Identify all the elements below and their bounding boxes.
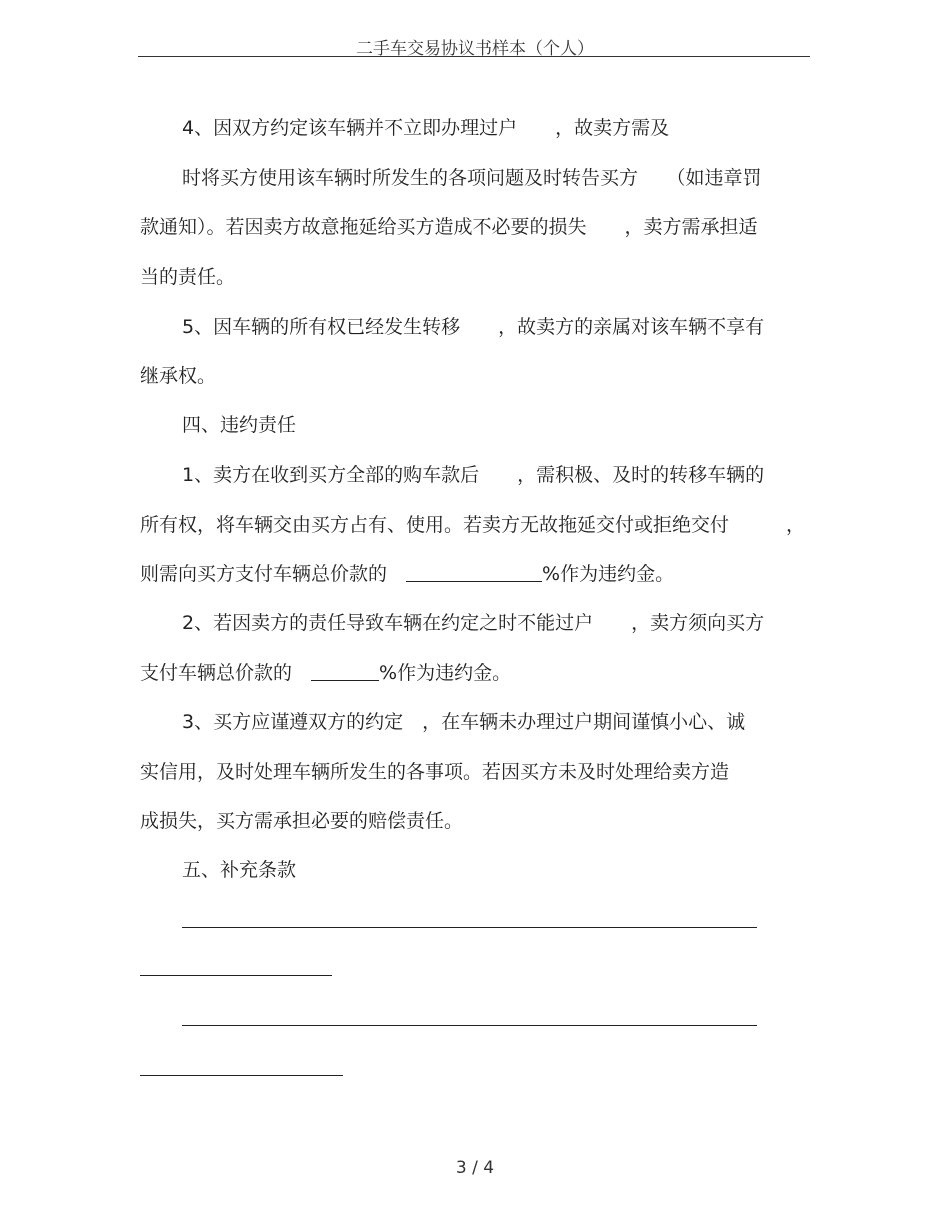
breach-3-line-1: 3、买方应谨遵双方的约定 ，在车辆未办理过户期间谨慎小心、诚 xyxy=(182,711,746,733)
supplementary-blank-line-2a[interactable] xyxy=(182,1025,757,1026)
supplementary-blank-line-1a[interactable] xyxy=(182,927,757,928)
clause-4-line-1: 4、因双方约定该车辆并不立即办理过户 ，故卖方需及 xyxy=(182,117,670,139)
breach-2-line-2 xyxy=(140,661,511,685)
breach-2-text-b: %作为违约金。 xyxy=(379,662,512,684)
clause-5-line-1: 5、因车辆的所有权已经发生转移 ，故卖方的亲属对该车辆不享有 xyxy=(182,316,765,338)
penalty-percent-blank-2[interactable] xyxy=(311,662,379,681)
breach-1-line-2: 所有权，将车辆交由买方占有、使用。若卖方无故拖延交付或拒绝交付 ， xyxy=(140,514,806,536)
breach-1-line-1: 1、卖方在收到买方全部的购车款后 ，需积极、及时的转移车辆的 xyxy=(182,464,765,486)
breach-3-line-2: 实信用，及时处理车辆所发生的各事项。若因买方未及时处理给卖方造 xyxy=(140,761,730,783)
supplementary-blank-line-2b[interactable] xyxy=(140,1075,343,1076)
supplementary-blank-line-1b[interactable] xyxy=(140,975,332,976)
breach-1-line-3 xyxy=(140,562,674,586)
clause-5-line-2: 继承权。 xyxy=(140,365,217,387)
breach-3-line-3: 成损失，买方需承担必要的赔偿责任。 xyxy=(140,810,464,832)
breach-2-text-a: 支付车辆总价款的 xyxy=(140,662,312,684)
section-4-heading: 四、违约责任 xyxy=(182,414,297,436)
breach-1-text-b: %作为违约金。 xyxy=(542,563,675,585)
section-5-heading: 五、补充条款 xyxy=(182,859,297,881)
breach-2-line-1: 2、若因卖方的责任导致车辆在约定之时不能过户 ，卖方须向买方 xyxy=(182,612,765,634)
header-divider xyxy=(138,56,810,57)
page-number: 3 / 4 xyxy=(455,1158,495,1178)
clause-4-line-2: 时将买方使用该车辆时所发生的各项问题及时转告买方 （如违章罚 xyxy=(182,167,762,189)
clause-4-line-4: 当的责任。 xyxy=(140,266,236,288)
clause-4-line-3: 款通知）。若因卖方故意拖延给买方造成不必要的损失 ，卖方需承担适 xyxy=(140,216,758,238)
penalty-percent-blank-1[interactable] xyxy=(406,563,542,582)
breach-1-text-a: 则需向买方支付车辆总价款的 xyxy=(140,563,407,585)
page-header-title: 二手车交易协议书样本（个人） xyxy=(356,39,594,59)
